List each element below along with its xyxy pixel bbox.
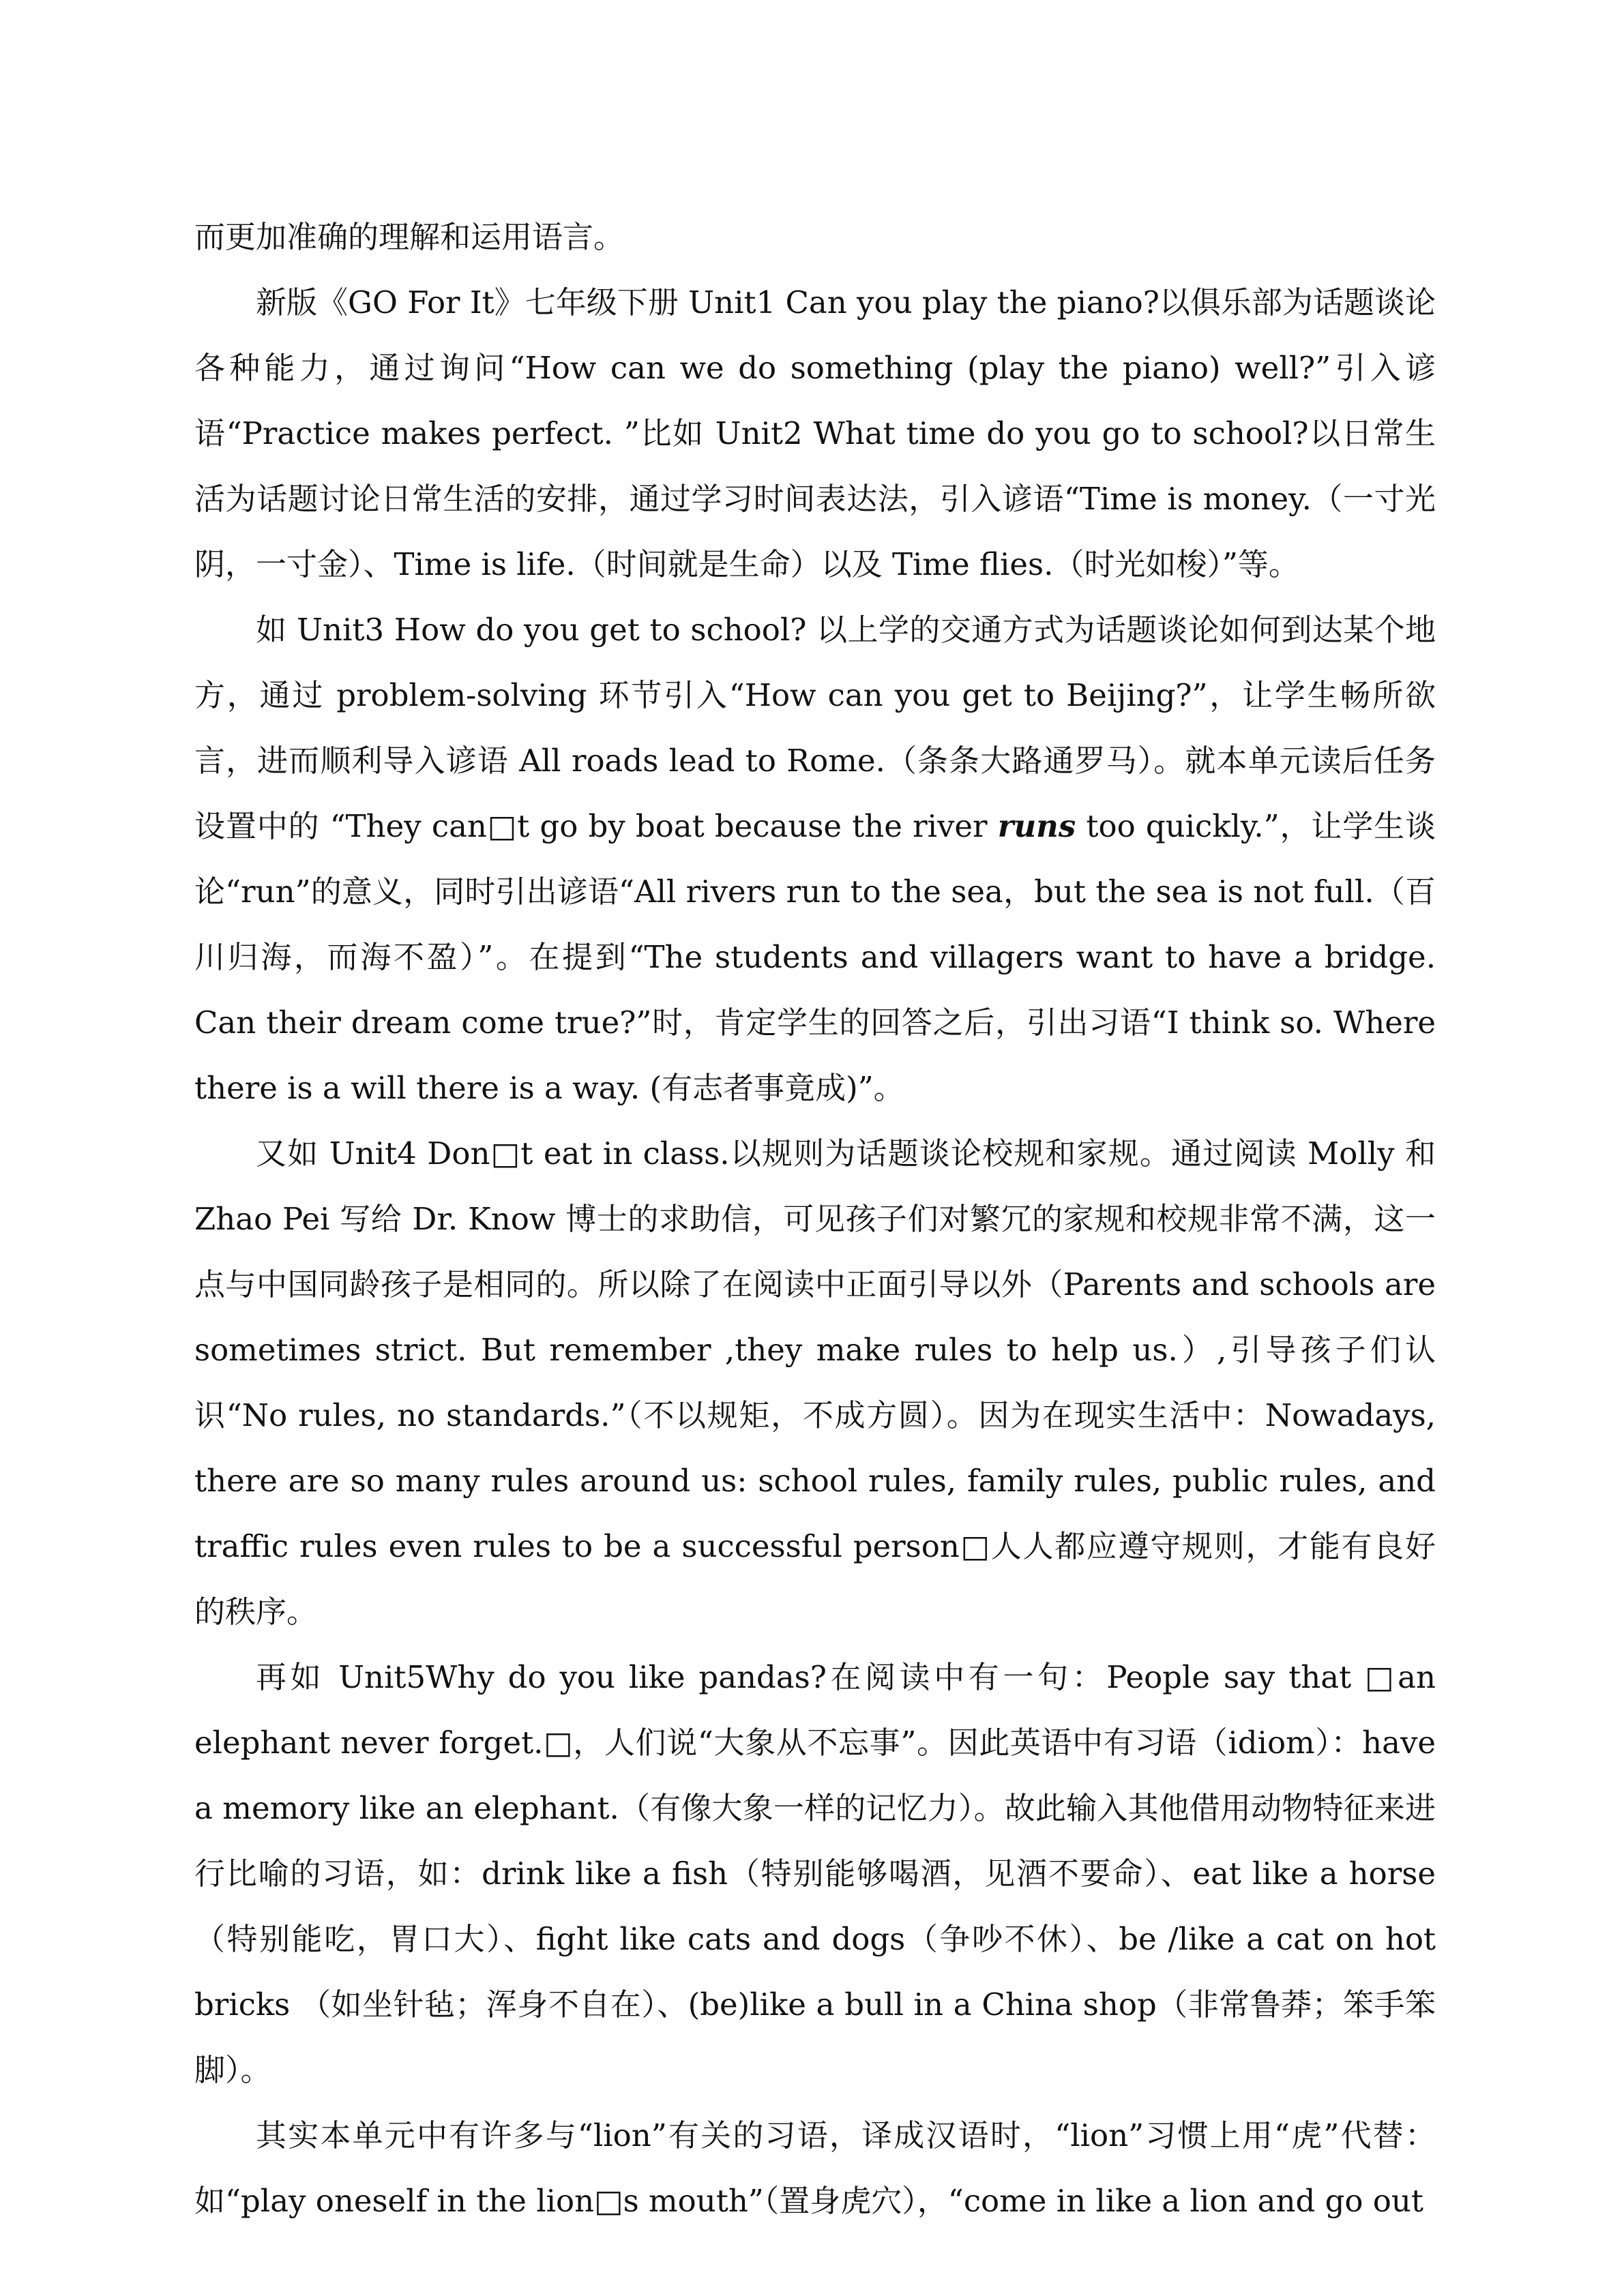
paragraph-text: 再如 Unit5Why do you like pandas?在阅读中有一句：People say that □an elephant never forget.□，人们说“大象从不忘事”。因此英语中有习语（idiom）：have a memory like an elephant.（有像大象一样的记忆力）。故此输入其他借用动物特征来进行比喻的习语，如：drink like a fish（特别能够喝酒，见酒不要命）、eat like a horse（特别能吃，胃口大）、fight like cats and dogs（争吵不休）、be /like a cat on hot bricks （如坐针毡；浑身不自在）、(be)like a bull in a China shop（非常鲁莽；笨手笨脚）。	[194, 1659, 1436, 2088]
paragraph-unit4	[194, 1121, 1436, 1645]
paragraph-unit3	[194, 597, 1436, 1121]
paragraph-unit5	[194, 1645, 1436, 2103]
document-body	[194, 205, 1436, 2234]
paragraph-unit1-unit2	[194, 270, 1436, 597]
paragraph-lion-idioms	[194, 2103, 1436, 2234]
paragraph-text: too quickly.”，让学生谈论“run”的意义，同时引出谚语“All rivers run to the sea，but the sea is not full.（百川归海，而海不盈）”。在提到“The students and villagers want to have a bridge. Can their dream come true?”时，肯定学生的回答之后，引出习语“I think so. Where there is a will there is a way. (有志者事竟成)”。	[194, 808, 1436, 1106]
paragraph-text: 又如 Unit4 Don□t eat in class.以规则为话题谈论校规和家规。通过阅读 Molly 和 Zhao Pei 写给 Dr. Know 博士的求助信，可见孩子们对繁冗的家规和校规非常不满，这一点与中国同龄孩子是相同的。所以除了在阅读中正面引导以外（Parents and schools are sometimes strict. But remember ,they make rules to help us.）,引导孩子们认识“No rules, no standards.”（不以规矩，不成方圆）。因为在现实生活中：Nowadays, there are so many rules around us: school rules, family rules, public rules, and traffic rules even rules to be a successful person□人人都应遵守规则，才能有良好的秩序。	[194, 1135, 1436, 1630]
paragraph-continuation	[194, 205, 1436, 270]
paragraph-text: 如 Unit3 How do you get to school? 以上学的交通方式为话题谈论如何到达某个地方，通过 problem-solving 环节引入“How can you get to Beijing?”，让学生畅所欲言，进而顺利导入谚语 All roads lead to Rome.（条条大路通罗马）。就本单元读后任务设置中的 “They can□t go by boat because the river	[194, 612, 1436, 844]
paragraph-text: 而更加准确的理解和运用语言。	[194, 219, 625, 255]
emphasized-word-runs: runs	[997, 808, 1076, 844]
paragraph-text: 新版《GO For It》七年级下册 Unit1 Can you play the piano?以俱乐部为话题谈论各种能力，通过询问“How can we do something (play the piano) well?”引入谚语“Practice makes perfect. ”比如 Unit2 What time do you go to school?以日常生活为话题讨论日常生活的安排，通过学习时间表达法，引入谚语“Time is money.（一寸光阴，一寸金）、Time is life.（时间就是生命）以及 Time flies.（时光如梭）”等。	[194, 284, 1436, 582]
paragraph-text: 其实本单元中有许多与“lion”有关的习语，译成汉语时，“lion”习惯上用“虎”代替：如“play oneself in the lion□s mouth”（置身虎穴），“come in like a lion and go out	[194, 2117, 1436, 2219]
